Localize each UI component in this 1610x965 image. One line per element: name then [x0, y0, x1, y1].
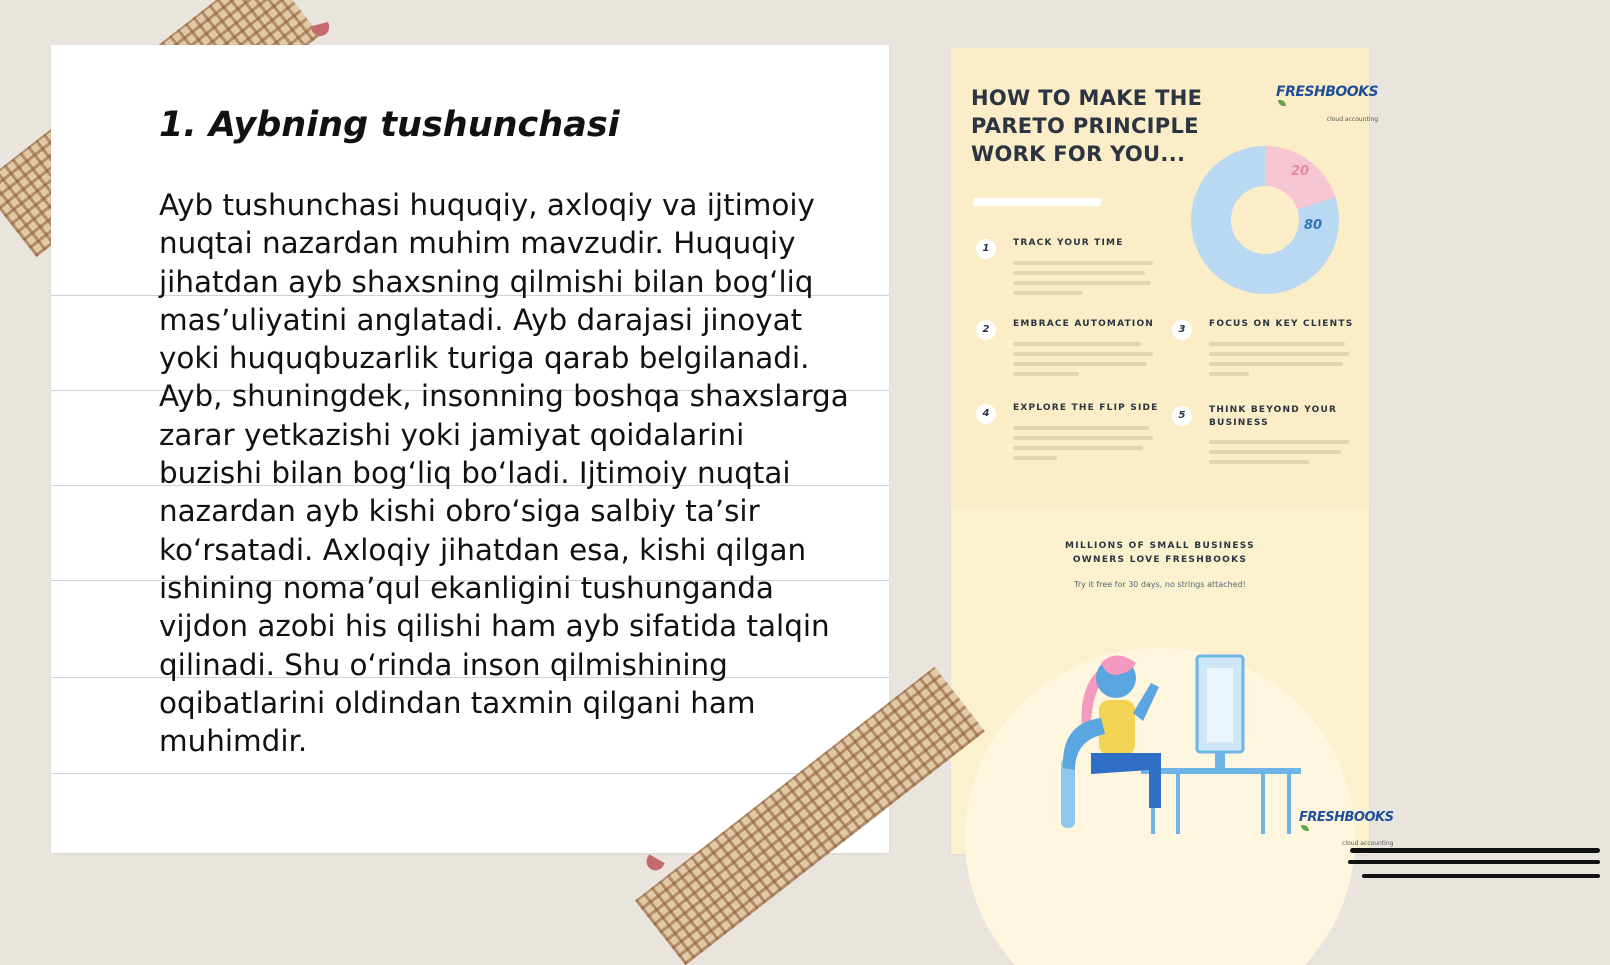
step-title: FOCUS ON KEY CLIENTS [1209, 319, 1354, 329]
step-description [1013, 426, 1153, 466]
slide-body-text: Ayb tushunchasi huquqiy, axloqiy va ijtimoiy nuqtai nazardan muhim mavzudir. Huquqiy jihatdan ayb shaxsning qilmishi bilan bog‘liq mas’uliyatini anglatadi. Ayb darajasi jinoyat yoki huquqbuzarlik turiga qarab belgilanadi. Ayb, shuningdek, insonning boshqa shaxslarga zarar yetkazishi yoki jamiyat qoidalarini buzishi bilan bog‘liq bo‘ladi. Ijtimoiy nuqtai nazardan ayb kishi obro‘siga salbiy ta’sir ko‘rsatadi. Axloqiy jihatdan esa, kishi qilgan ishining noma’qul ekanligini tushunganda vijdon azobi his qilishi ham ayb sifatida talqin qilinadi. Shu o‘rinda inson qilmishining oqibatlarini oldindan taxmin qilgani ham muhimdir. [159, 188, 849, 759]
step-title: EMBRACE AUTOMATION [1013, 319, 1155, 329]
pareto-infographic [951, 48, 1394, 854]
step-title: EXPLORE THE FLIP SIDE [1013, 403, 1159, 413]
brand-name: FRESHBOOKS [1276, 84, 1379, 100]
freshbooks-logo [1276, 84, 1378, 123]
cta-text: MILLIONS OF SMALL BUSINESS OWNERS LOVE FRESHBOOKS [1065, 541, 1255, 565]
step-number-badge: 3 [1172, 320, 1192, 340]
leaf-icon [1301, 825, 1309, 831]
donut-label-80: 80 [1304, 218, 1323, 233]
step-description [1013, 261, 1153, 301]
step-title: TRACK YOUR TIME [1013, 238, 1124, 248]
pareto-donut-chart [1191, 146, 1339, 294]
step-number-badge: 2 [976, 320, 996, 340]
title-underline-bar [973, 198, 1101, 206]
infographic-cta-title [951, 539, 1369, 567]
donut-label-20: 20 [1291, 164, 1310, 179]
infographic-title: HOW TO MAKE THE PARETO PRINCIPLE WORK FOR YOU... [971, 86, 1203, 166]
pin-icon [643, 854, 665, 873]
step-description [1209, 440, 1349, 470]
step-title: THINK BEYOND YOUR BUSINESS [1209, 405, 1338, 428]
step-number-badge: 4 [976, 404, 996, 424]
leaf-icon [1278, 100, 1286, 106]
step-description [1209, 342, 1349, 382]
brand-tagline: cloud accounting [1342, 840, 1394, 847]
brand-name: FRESHBOOKS [1299, 810, 1394, 825]
step-number-badge: 1 [976, 239, 996, 259]
paper-rule-line [51, 773, 889, 774]
brand-tagline: cloud accounting [1326, 116, 1379, 123]
infographic-cta-subtitle: Try it free for 30 days, no strings attached! [1074, 580, 1246, 589]
decorative-lines [1350, 848, 1610, 888]
step-number-badge: 5 [1172, 406, 1192, 426]
step-description [1013, 342, 1153, 382]
slide-title: 1. Aybning tushunchasi [159, 105, 620, 145]
woman-at-computer-illustration [951, 588, 1369, 838]
freshbooks-logo-footer [1299, 810, 1393, 847]
donut-hole [1231, 186, 1299, 254]
lined-paper-card [51, 45, 889, 853]
